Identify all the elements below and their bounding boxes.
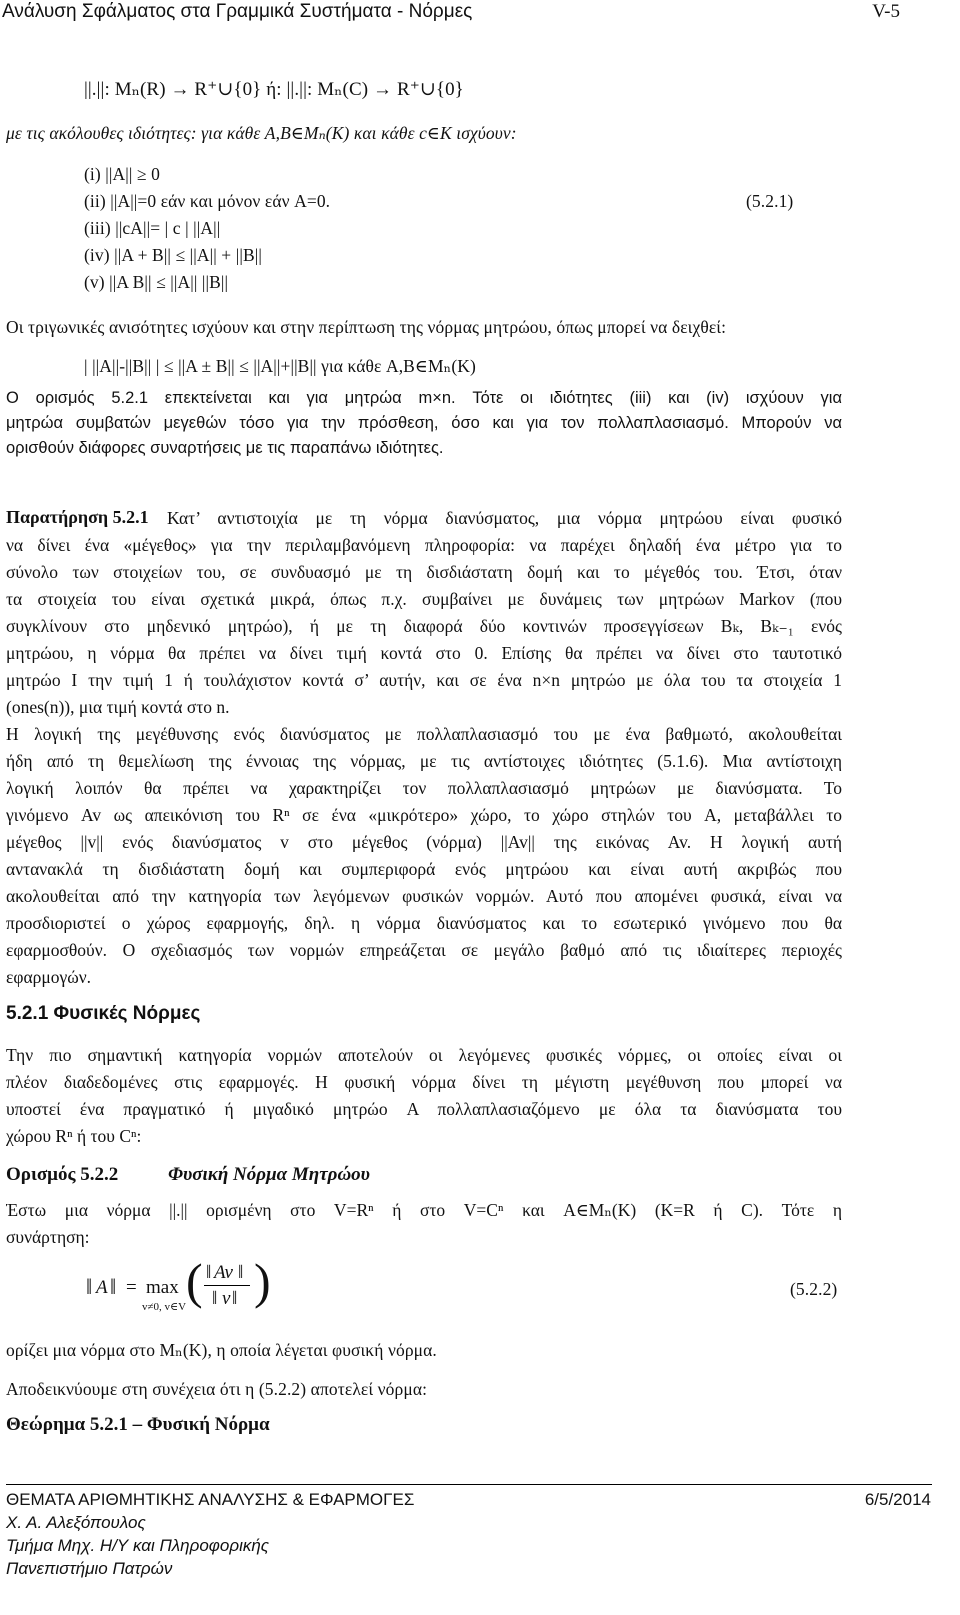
footer-course: ΘΕΜΑΤΑ ΑΡΙΘΜΗΤΙΚΗΣ ΑΝΑΛΥΣΗΣ & ΕΦΑΡΜΟΓΕΣ xyxy=(6,1490,415,1509)
definition-line-2: συνάρτηση: xyxy=(6,1227,90,1247)
footer-university: Πανεπιστήμιο Πατρών xyxy=(6,1559,173,1578)
remark-line-13: μέγεθος ||v|| ενός διανύσματος v στο μέγεθος (νόρμα) ||Av|| της εικόνας Av. Η λογική αυτή xyxy=(6,832,842,852)
remark-line-18: εφαρμογών. xyxy=(6,967,92,987)
remark-line-17: εφαρμοσθούν. Ο σχεδιασμός των νορμών επηρεάζεται σε μεγάλο βαθμό από τις ιδιαίτερες περιοχές xyxy=(6,940,842,960)
remark-line-5: συγκλίνουν στο μηδενικό μητρώο), ή με τη διαφορά δύο κοντινών προσεγγίσεων Bₖ, Bₖ₋₁ ενός xyxy=(6,616,842,636)
proof-intro: Αποδεικνύουμε στη συνέχεια ότι η (5.2.2) αποτελεί νόρμα: xyxy=(6,1379,428,1399)
formula-equals: = xyxy=(126,1277,137,1298)
definition-label: Ορισμός 5.2.2 xyxy=(6,1164,119,1185)
formula-max-subscript: v≠0, v∈V xyxy=(142,1301,187,1313)
remark-line-11: λογική λοιπόν θα πρέπει να χαρακτηρίζει τον πολλαπλασιασμό μητρώων με διανύσματα. Το xyxy=(6,778,842,798)
para1-line-3: ορισθούν διάφορες συναρτήσεις με τις παραπάνω ιδιότητες. xyxy=(6,439,444,457)
remark-line-1: Κατ’ αντιστοιχία με τη νόρμα διανύσματος, μια νόρμα μητρώου είναι φυσικό xyxy=(167,508,842,528)
section-para-line-1: Την πιο σημαντική κατηγορία νορμών αποτελούν οι λεγόμενες φυσικές νόρμες, οι οποίες είναι οι xyxy=(6,1045,842,1065)
page-header xyxy=(0,0,900,24)
footer-rule xyxy=(6,1484,932,1485)
equation-number-5-2-1: (5.2.1) xyxy=(746,191,794,211)
triangle-inequality-text: Οι τριγωνικές ανισότητες ισχύουν και στην περίπτωση της νόρμας μητρώου, όπως μπορεί να δειχθεί: xyxy=(6,317,727,337)
formula-lhs: A xyxy=(96,1277,108,1298)
properties-intro: με τις ακόλουθες ιδιότητες: για κάθε A,B∈Mₙ(K) και κάθε c∈K ισχύουν: xyxy=(6,123,517,143)
section-para-line-3: υποστεί ένα πραγματικό ή μιγαδικό μητρώο A πολλαπλασιαζόμενο με όλα τα διανύσματα του xyxy=(6,1099,842,1119)
section-para-line-4: χώρου Rⁿ ή του Cⁿ: xyxy=(6,1126,142,1146)
para1-line-2: μητρώα συμβατών μεγεθών τόσο για την πρόσθεση, όσο και για τον πολλαπλασιασμό. Μπορούν να xyxy=(6,414,842,432)
remark-line-16: προσδιοριστεί ο χώρος εφαρμογής, δηλ. η νόρμα διανύσματος και το εσωτερικό γινόμενο που θα xyxy=(6,913,842,933)
remark-line-10: ήδη από τη θεμελίωση της έννοιας της νόρμας, με τις αντίστοιχες ιδιότητες (5.1.6). Μια αντίστοιχη xyxy=(6,751,842,771)
remark-line-14: αντανακλά τη δισδιάστατη δομή και συμπεριφορά ενός μητρώου και είναι αυτή ακριβώς που xyxy=(6,859,842,879)
norm-mapping: ||.||: Mₙ(R) → R⁺∪{0} ή: ||.||: Mₙ(C) → R⁺∪{0} xyxy=(84,79,464,100)
remark-line-2: να δίνει ένα «μέγεθος» για την περιλαμβανόμενη πληροφορία: να παρέχει δηλαδή ένα μέτρο για το xyxy=(6,535,842,555)
formula-max: max xyxy=(146,1277,179,1298)
remark-line-8: (ones(n)), μια τιμή κοντά στο n. xyxy=(6,697,230,717)
remark-label: Παρατήρηση 5.2.1 xyxy=(6,507,149,527)
remark-line-9: Η λογική της μεγέθυνσης ενός διανύσματος με πολλαπλασιασμό του με ένα βαθμωτό, ακολουθείται xyxy=(6,724,842,744)
footer-date: 6/5/2014 xyxy=(864,1490,931,1509)
footer-department: Τμήμα Μηχ. Η/Υ και Πληροφορικής xyxy=(6,1536,270,1555)
after-formula-text: ορίζει μια νόρμα στο Mₙ(K), η οποία λέγεται φυσική νόρμα. xyxy=(6,1340,437,1360)
footer-author: Χ. Α. Αλεξόπουλος xyxy=(6,1513,146,1532)
property-2: (ii) ||A||=0 εάν και μόνον εάν A=0. xyxy=(84,191,331,211)
formula-denominator: v xyxy=(222,1288,231,1309)
remark-line-15: ακολουθείται από την κατηγορία των λεγόμενων φυσικών νορμών. Αυτό που απομένει φυσικά, είναι να xyxy=(6,886,842,906)
triangle-inequality-formula: | ||A||-||B|| | ≤ ||A ± B|| ≤ ||A||+||B|| για κάθε A,B∈Mₙ(K) xyxy=(84,356,476,376)
property-5: (v) ||A B|| ≤ ||A|| ||B|| xyxy=(84,272,229,292)
natural-norm-formula: ‖ A ‖ = max v≠0, v∈V ( ‖ Av ‖ ‖ v ‖ ) xyxy=(86,1253,271,1313)
header-page-number: V-5 xyxy=(872,1,900,22)
remark-line-12: γινόμενο Av ως απεικόνιση του Rⁿ σε ένα «μικρότερο» χώρο, το χώρο στηλών του A, μεταβάλλει το xyxy=(6,805,842,825)
property-3: (iii) ||cA||= | c | ||A|| xyxy=(84,218,221,238)
definition-title: Φυσική Νόρμα Μητρώου xyxy=(168,1164,370,1185)
formula-numerator: Av xyxy=(214,1262,233,1283)
para1-line-1: Ο ορισμός 5.2.1 επεκτείνεται και για μητρώα m×n. Τότε οι ιδιότητες (iii) και (iv) ισχύουν για xyxy=(6,389,842,407)
remark-line-7: μητρώο I την τιμή 1 ή τουλάχιστον κοντά σ’ αυτήν, και σε ένα n×n μητρώο με όλα του τα στοιχεία 1 xyxy=(6,670,842,690)
remark-line-3: σύνολο των στοιχείων του, σε συνδυασμό με τη δισδιάστατη δομή και το μέγεθός του. Έτσι, όταν xyxy=(6,562,842,582)
definition-line-1: Έστω μια νόρμα ||.|| ορισμένη στο V=Rⁿ ή στο V=Cⁿ και A∈Mₙ(K) (K=R ή C). Τότε η xyxy=(6,1200,842,1220)
remark-line-4: τα στοιχεία του είναι σχετικά μικρά, όπως π.χ. συμβαίνει με δυνάμεις των μητρώων Markov (που xyxy=(6,589,842,609)
remark-line-6: μητρώου, η νόρμα θα πρέπει να δίνει τιμή κοντά στο 0. Επίσης θα πρέπει να δίνει στο ταυτοτικό xyxy=(6,643,842,663)
header-title: Ανάλυση Σφάλματος στα Γραμμικά Συστήματα - Νόρμες xyxy=(2,1,473,22)
section-para-line-2: πλέον διαδεδομένες στις εφαρμογές. Η φυσική νόρμα δίνει τη μέγιστη μεγέθυνση που μπορεί να xyxy=(6,1072,842,1092)
equation-number-5-2-2: (5.2.2) xyxy=(790,1279,838,1299)
property-4: (iv) ||A + B|| ≤ ||A|| + ||B|| xyxy=(84,245,262,265)
theorem-label: Θεώρημα 5.2.1 – Φυσική Νόρμα xyxy=(6,1414,270,1435)
property-1: (i) ||A|| ≥ 0 xyxy=(84,164,160,184)
section-title: 5.2.1 Φυσικές Νόρμες xyxy=(6,1003,201,1024)
footer xyxy=(6,1490,931,1510)
